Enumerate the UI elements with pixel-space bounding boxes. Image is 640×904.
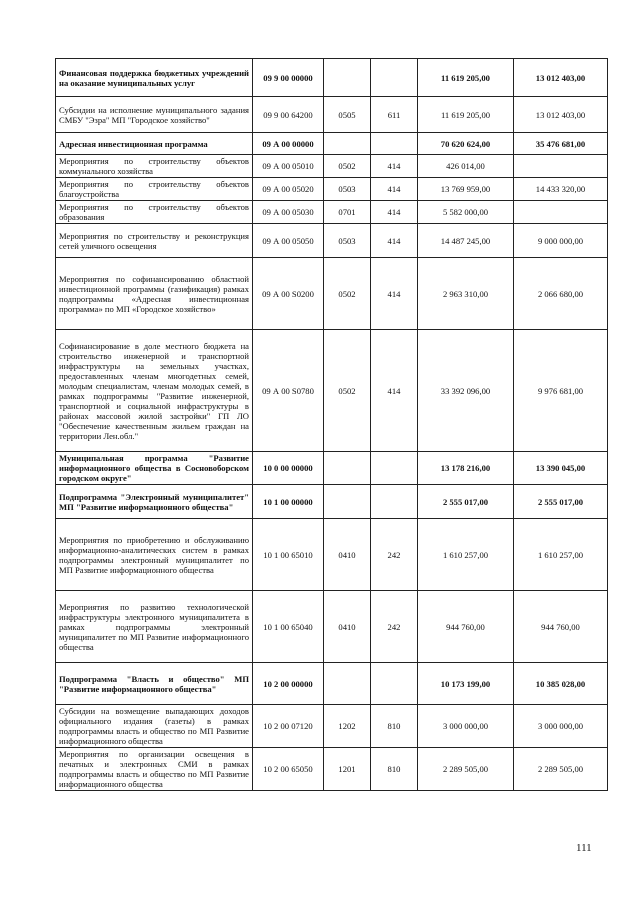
- amount-year1-cell: 14 487 245,00: [418, 224, 514, 258]
- expense-type-cell: 414: [371, 258, 418, 330]
- amount-year1-cell: 13 769 959,00: [418, 178, 514, 201]
- table-row: [56, 133, 608, 155]
- amount-year2-cell: 10 385 028,00: [514, 663, 608, 705]
- page-number: 111: [576, 842, 592, 854]
- expense-type-cell: 242: [371, 519, 418, 591]
- amount-year2-cell: 1 610 257,00: [514, 519, 608, 591]
- table-row: [56, 591, 608, 663]
- target-article-cell: 09 А 00 05020: [253, 178, 324, 201]
- section-code-cell: 1201: [324, 748, 371, 791]
- row-name-cell: Подпрограмма "Электронный муниципалитет" МП "Развитие информационного общества": [56, 485, 253, 519]
- amount-year1-cell: 1 610 257,00: [418, 519, 514, 591]
- table-row: [56, 485, 608, 519]
- row-name-cell: Мероприятия по развитию технологической инфраструктуры электронного муниципалитета в рамках подпрограммы электронный муниципалитет по МП Развитие информационного общества: [56, 591, 253, 663]
- target-article-cell: 09 А 00 00000: [253, 133, 324, 155]
- section-code-cell: 1202: [324, 705, 371, 748]
- amount-year1-cell: 426 014,00: [418, 155, 514, 178]
- section-code-cell: [324, 59, 371, 97]
- section-code-cell: 0505: [324, 97, 371, 133]
- expense-type-cell: [371, 452, 418, 485]
- section-code-cell: 0502: [324, 330, 371, 452]
- section-code-cell: 0410: [324, 591, 371, 663]
- amount-year2-cell: 13 012 403,00: [514, 59, 608, 97]
- section-code-cell: 0503: [324, 178, 371, 201]
- row-name-cell: Адресная инвестиционная программа: [56, 133, 253, 155]
- target-article-cell: 10 1 00 00000: [253, 485, 324, 519]
- amount-year2-cell: 9 976 681,00: [514, 330, 608, 452]
- target-article-cell: 09 А 00 S0780: [253, 330, 324, 452]
- row-name-cell: Подпрограмма "Власть и общество" МП "Развитие информационного общества": [56, 663, 253, 705]
- table-row: [56, 330, 608, 452]
- table-row: [56, 452, 608, 485]
- table-row: [56, 178, 608, 201]
- target-article-cell: 10 0 00 00000: [253, 452, 324, 485]
- expense-type-cell: 810: [371, 748, 418, 791]
- target-article-cell: 09 А 00 05050: [253, 224, 324, 258]
- target-article-cell: 09 А 00 S0200: [253, 258, 324, 330]
- amount-year1-cell: 10 173 199,00: [418, 663, 514, 705]
- row-name-cell: Мероприятия по организации освещения в печатных и электронных СМИ в рамках подпрограммы власть и общество по МП Развитие информационного общества: [56, 748, 253, 791]
- target-article-cell: 10 2 00 00000: [253, 663, 324, 705]
- table-row: [56, 519, 608, 591]
- row-name-cell: Субсидии на исполнение муниципального задания СМБУ "Эзра" МП "Городское хозяйство": [56, 97, 253, 133]
- amount-year1-cell: 2 289 505,00: [418, 748, 514, 791]
- amount-year2-cell: 2 066 680,00: [514, 258, 608, 330]
- target-article-cell: 10 1 00 65040: [253, 591, 324, 663]
- table-body: [56, 59, 608, 791]
- amount-year2-cell: 14 433 320,00: [514, 178, 608, 201]
- amount-year1-cell: 3 000 000,00: [418, 705, 514, 748]
- row-name-cell: Субсидии на возмещение выпадающих доходов официального издания (газеты) в рамках подпрограммы власть и общество по МП Развитие информационного общества: [56, 705, 253, 748]
- amount-year1-cell: 944 760,00: [418, 591, 514, 663]
- amount-year2-cell: 13 012 403,00: [514, 97, 608, 133]
- table-row: [56, 97, 608, 133]
- target-article-cell: 09 А 00 05030: [253, 201, 324, 224]
- expense-type-cell: 242: [371, 591, 418, 663]
- section-code-cell: 0410: [324, 519, 371, 591]
- row-name-cell: Мероприятия по строительству объектов образования: [56, 201, 253, 224]
- section-code-cell: 0502: [324, 155, 371, 178]
- table-row: [56, 59, 608, 97]
- amount-year1-cell: 70 620 624,00: [418, 133, 514, 155]
- expense-type-cell: [371, 663, 418, 705]
- target-article-cell: 09 А 00 05010: [253, 155, 324, 178]
- amount-year2-cell: 2 555 017,00: [514, 485, 608, 519]
- row-name-cell: Мероприятия по софинансированию областной инвестиционной программы (газификация) рамках подпрограммы «Адресная инвестиционная программа» по МП «Городское хозяйство»: [56, 258, 253, 330]
- amount-year1-cell: 2 555 017,00: [418, 485, 514, 519]
- amount-year2-cell: 944 760,00: [514, 591, 608, 663]
- target-article-cell: 10 1 00 65010: [253, 519, 324, 591]
- row-name-cell: Мероприятия по строительству и реконструкция сетей уличного освещения: [56, 224, 253, 258]
- amount-year1-cell: 11 619 205,00: [418, 97, 514, 133]
- target-article-cell: 09 9 00 64200: [253, 97, 324, 133]
- expense-type-cell: [371, 133, 418, 155]
- table-row: [56, 748, 608, 791]
- amount-year1-cell: 33 392 096,00: [418, 330, 514, 452]
- section-code-cell: 0701: [324, 201, 371, 224]
- section-code-cell: 0503: [324, 224, 371, 258]
- row-name-cell: Мероприятия по строительству объектов коммунального хозяйства: [56, 155, 253, 178]
- expense-type-cell: 414: [371, 330, 418, 452]
- expense-type-cell: 414: [371, 155, 418, 178]
- expense-type-cell: 414: [371, 178, 418, 201]
- expense-type-cell: [371, 485, 418, 519]
- target-article-cell: 10 2 00 07120: [253, 705, 324, 748]
- amount-year1-cell: 5 582 000,00: [418, 201, 514, 224]
- section-code-cell: [324, 663, 371, 705]
- amount-year1-cell: 11 619 205,00: [418, 59, 514, 97]
- section-code-cell: [324, 452, 371, 485]
- expense-type-cell: 810: [371, 705, 418, 748]
- row-name-cell: Муниципальная программа "Развитие информационного общества в Сосновоборском городском округе": [56, 452, 253, 485]
- section-code-cell: 0502: [324, 258, 371, 330]
- target-article-cell: 09 9 00 00000: [253, 59, 324, 97]
- row-name-cell: Финансовая поддержка бюджетных учреждений на оказание муниципальных услуг: [56, 59, 253, 97]
- amount-year2-cell: [514, 201, 608, 224]
- amount-year2-cell: 13 390 045,00: [514, 452, 608, 485]
- row-name-cell: Мероприятия по строительству объектов благоустройства: [56, 178, 253, 201]
- budget-table: [55, 58, 608, 791]
- table-row: [56, 224, 608, 258]
- expense-type-cell: [371, 59, 418, 97]
- amount-year2-cell: 35 476 681,00: [514, 133, 608, 155]
- table-row: [56, 155, 608, 178]
- table-row: [56, 201, 608, 224]
- expense-type-cell: 611: [371, 97, 418, 133]
- table-row: [56, 258, 608, 330]
- amount-year1-cell: 2 963 310,00: [418, 258, 514, 330]
- expense-type-cell: 414: [371, 224, 418, 258]
- table-row: [56, 663, 608, 705]
- amount-year2-cell: [514, 155, 608, 178]
- target-article-cell: 10 2 00 65050: [253, 748, 324, 791]
- section-code-cell: [324, 133, 371, 155]
- table-row: [56, 705, 608, 748]
- amount-year1-cell: 13 178 216,00: [418, 452, 514, 485]
- amount-year2-cell: 9 000 000,00: [514, 224, 608, 258]
- section-code-cell: [324, 485, 371, 519]
- amount-year2-cell: 3 000 000,00: [514, 705, 608, 748]
- row-name-cell: Мероприятия по приобретению и обслуживанию информационно-аналитических систем в рамках подпрограммы электронный муниципалитет по МП Развитие информационного общества: [56, 519, 253, 591]
- row-name-cell: Софинансирование в доле местного бюджета на строительство инженерной и транспортной инфраструктуры на земельных участках, предоставленных членам многодетных семей, молодым специалистам, членам молодых семей, в рамках подпрограммы "Развитие инженерной, транспортной и социальной инфраструктуры в районах массовой жилой застройки" ГП ЛО "Обеспечение качественным жильем граждан на территории Лен.обл.": [56, 330, 253, 452]
- amount-year2-cell: 2 289 505,00: [514, 748, 608, 791]
- expense-type-cell: 414: [371, 201, 418, 224]
